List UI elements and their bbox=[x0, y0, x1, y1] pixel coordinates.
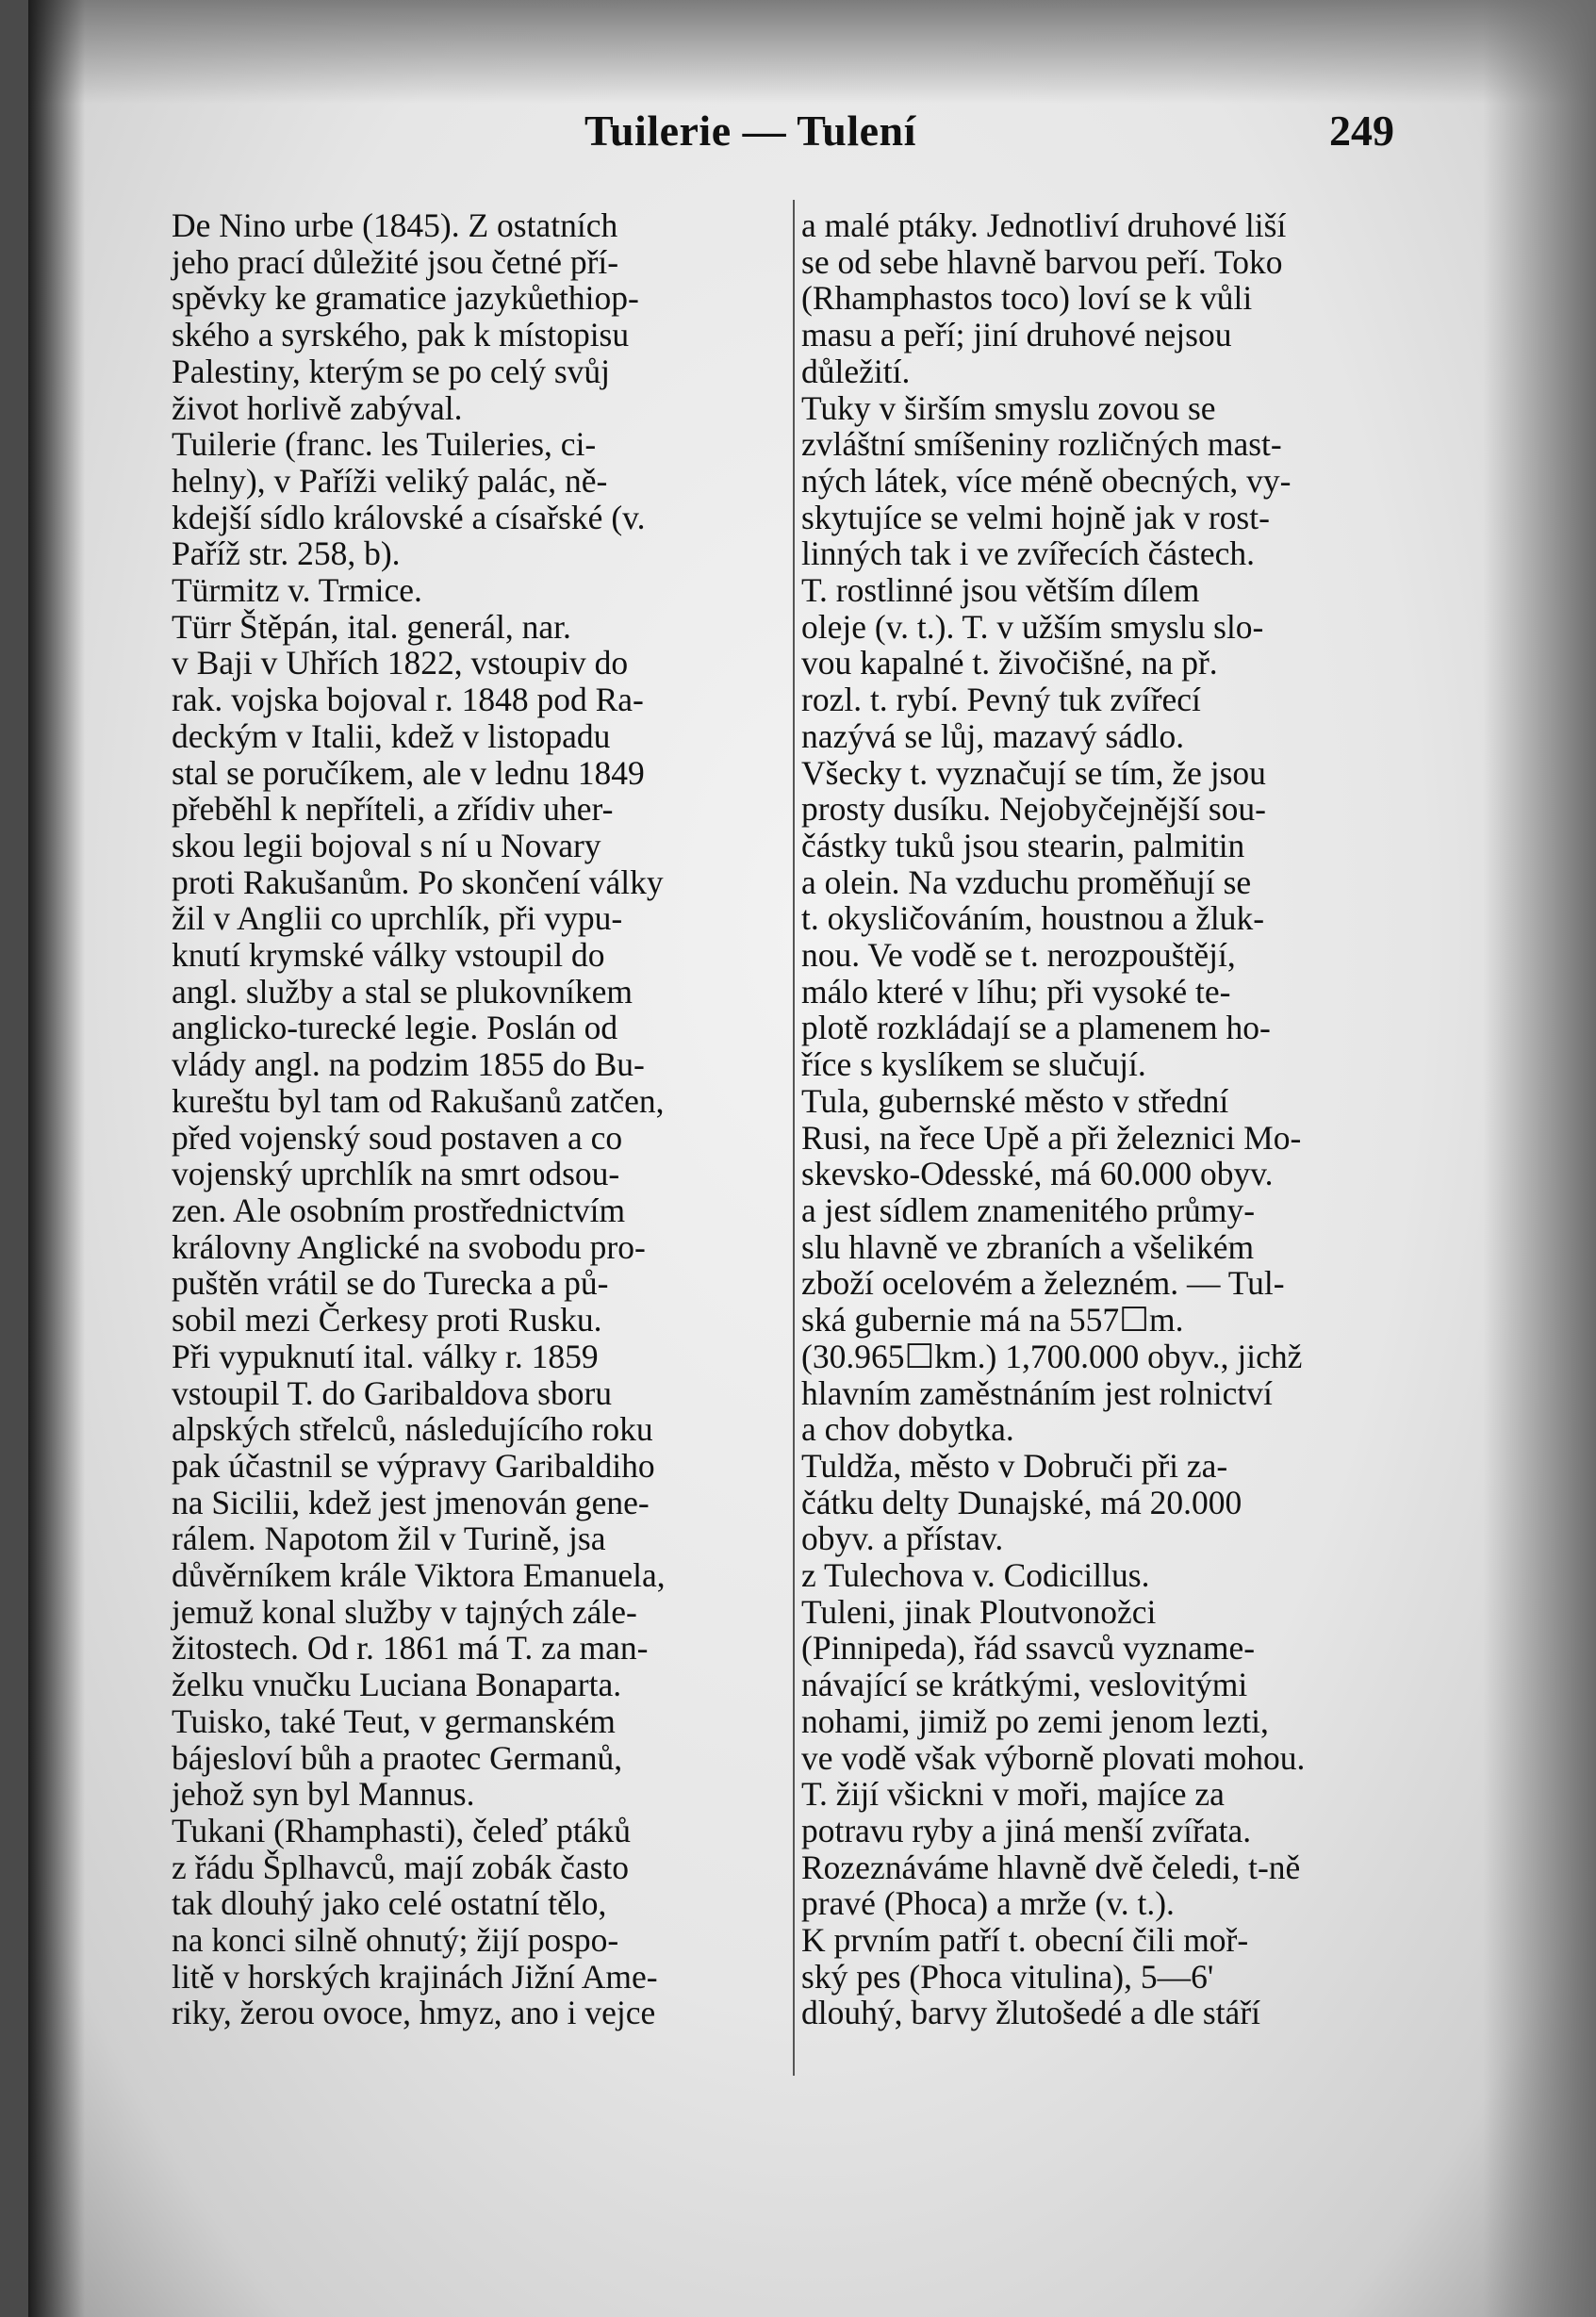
text-line: královny Anglické na svobodu pro- bbox=[172, 1227, 646, 1266]
text-line: De Nino urbe (1845). Z ostatních bbox=[172, 206, 618, 244]
text-line: a jest sídlem znamenitého průmy- bbox=[801, 1191, 1256, 1229]
text-line: deckým v Italii, kdež v listopadu bbox=[172, 716, 611, 755]
text-line: jemuž konal služby v tajných zále- bbox=[172, 1592, 637, 1631]
text-line: ných látek, více méně obecných, vy- bbox=[801, 461, 1292, 500]
text-line: Tuky v širším smyslu zovou se bbox=[801, 388, 1216, 427]
text-line: rak. vojska bojoval r. 1848 pod Ra- bbox=[172, 681, 644, 719]
text-line: skevsko-Odesské, má 60.000 obyv. bbox=[801, 1155, 1274, 1193]
text-line: alpských střelců, následujícího roku bbox=[172, 1410, 653, 1449]
text-line: knutí krymské války vstoupil do bbox=[172, 936, 605, 975]
scan-shadow-top bbox=[28, 0, 1596, 104]
text-line: jehož syn byl Mannus. bbox=[172, 1775, 475, 1814]
text-line: kureštu byl tam od Rakušanů zatčen, bbox=[172, 1081, 665, 1120]
text-line: slu hlavně ve zbraních a všelikém bbox=[801, 1227, 1255, 1266]
text-line: před vojenský soud postaven a co bbox=[172, 1118, 623, 1157]
text-line: T. žijí všickni v moři, majíce za bbox=[801, 1775, 1225, 1814]
text-line: plotě rozkládají se a plamenem ho- bbox=[801, 1009, 1271, 1047]
text-line: stal se poručíkem, ale v lednu 1849 bbox=[172, 753, 645, 792]
text-line: t. okysličováním, houstnou a žluk- bbox=[801, 899, 1265, 938]
text-line: Türr Štěpán, ital. generál, nar. bbox=[172, 607, 571, 646]
text-line: linných tak i ve zvířecích částech. bbox=[801, 534, 1256, 573]
text-line: ského a syrského, pak k místopisu bbox=[172, 316, 630, 354]
left-column bbox=[172, 207, 798, 2031]
text-line: litě v horských krajinách Jižní Ame- bbox=[172, 1957, 658, 1996]
text-line: kdejší sídlo královské a císařské (v. bbox=[172, 498, 646, 536]
text-line: žil v Anglii co uprchlík, při vypu- bbox=[172, 899, 623, 938]
page-number: 249 bbox=[1329, 107, 1394, 155]
scan-shadow-left bbox=[28, 0, 85, 2317]
text-line: ská gubernie má na 557☐m. bbox=[801, 1301, 1184, 1339]
text-line: (Rhamphastos toco) loví se k vůli bbox=[801, 279, 1253, 318]
text-line: jeho prací důležité jsou četné pří- bbox=[172, 242, 619, 281]
text-line: vou kapalné t. živočišné, na př. bbox=[801, 644, 1218, 682]
text-line: nazývá se lůj, mazavý sádlo. bbox=[801, 716, 1185, 755]
text-line: riky, žerou ovoce, hmyz, ano i vejce bbox=[172, 1994, 656, 2032]
text-line: Tuilerie (franc. les Tuileries, ci- bbox=[172, 425, 597, 464]
text-line: důležití. bbox=[801, 352, 911, 390]
text-line: z Tulechova v. Codicillus. bbox=[801, 1556, 1150, 1595]
text-line: a malé ptáky. Jednotliví druhové liší bbox=[801, 206, 1287, 244]
text-line: Rozeznáváme hlavně dvě čeledi, t-ně bbox=[801, 1848, 1301, 1886]
text-line: spěvky ke gramatice jazykůethiop- bbox=[172, 279, 639, 318]
text-line: želku vnučku Luciana Bonaparta. bbox=[172, 1666, 622, 1704]
right-column bbox=[801, 207, 1445, 2031]
running-header bbox=[28, 106, 1596, 162]
text-line: pak účastnil se výpravy Garibaldiho bbox=[172, 1446, 655, 1485]
text-line: z řádu Šplhavců, mají zobák často bbox=[172, 1848, 630, 1886]
text-line: skou legii bojoval s ní u Novary bbox=[172, 826, 601, 864]
text-line: vojenský uprchlík na smrt odsou- bbox=[172, 1155, 620, 1193]
text-line: říce s kyslíkem se slučují. bbox=[801, 1045, 1146, 1084]
text-line: zvláštní smíšeniny rozličných mast- bbox=[801, 425, 1282, 464]
text-line: nou. Ve vodě se t. nerozpouštějí, bbox=[801, 936, 1236, 975]
text-line: Tuisko, také Teut, v germanském bbox=[172, 1701, 616, 1740]
text-line: Rusi, na řece Upě a při železnici Mo- bbox=[801, 1118, 1302, 1157]
scanned-page bbox=[28, 0, 1596, 2317]
text-line: anglicko-turecké legie. Poslán od bbox=[172, 1009, 618, 1047]
text-line: a olein. Na vzduchu proměňují se bbox=[801, 863, 1252, 901]
text-line: na konci silně ohnutý; žijí pospo- bbox=[172, 1921, 619, 1960]
text-line: prosty dusíku. Nejobyčejnější sou- bbox=[801, 790, 1266, 829]
text-line: Türmitz v. Trmice. bbox=[172, 571, 422, 610]
text-line: bájesloví bůh a praotec Germanů, bbox=[172, 1738, 623, 1777]
text-line: důvěrníkem krále Viktora Emanuela, bbox=[172, 1556, 666, 1595]
text-line: zen. Ale osobním prostřednictvím bbox=[172, 1191, 626, 1229]
scan-shadow-right bbox=[1483, 0, 1596, 2317]
text-line: pravé (Phoca) a mrže (v. t.). bbox=[801, 1884, 1175, 1923]
text-line: (30.965☐km.) 1,700.000 obyv., jichž bbox=[801, 1337, 1303, 1375]
text-line: na Sicilii, kdež jest jmenován gene- bbox=[172, 1483, 650, 1521]
text-line: obyv. a přístav. bbox=[801, 1520, 1004, 1558]
text-line: v Baji v Uhřích 1822, vstoupiv do bbox=[172, 644, 629, 682]
text-line: Tuleni, jinak Ploutvonožci bbox=[801, 1592, 1157, 1631]
text-line: přeběhl k nepříteli, a zřídiv uher- bbox=[172, 790, 614, 829]
text-line: sobil mezi Čerkesy proti Rusku. bbox=[172, 1301, 602, 1339]
text-line: zboží ocelovém a železném. — Tul- bbox=[801, 1264, 1285, 1303]
text-line: Tukani (Rhamphasti), čeleď ptáků bbox=[172, 1811, 631, 1849]
text-line: návající se krátkými, veslovitými bbox=[801, 1666, 1248, 1704]
text-line: (Pinnipeda), řád ssavců vyzname- bbox=[801, 1629, 1256, 1668]
text-line: tak dlouhý jako celé ostatní tělo, bbox=[172, 1884, 607, 1923]
text-line: oleje (v. t.). T. v užším smyslu slo- bbox=[801, 607, 1264, 646]
text-line: žitostech. Od r. 1861 má T. za man- bbox=[172, 1629, 649, 1668]
header-title: Tuilerie — Tulení bbox=[584, 107, 916, 155]
text-line: helny), v Paříži veliký palác, ně- bbox=[172, 461, 608, 500]
text-line: K prvním patří t. obecní čili moř- bbox=[801, 1921, 1249, 1960]
text-line: vlády angl. na podzim 1855 do Bu- bbox=[172, 1045, 645, 1084]
text-line: Všecky t. vyznačují se tím, že jsou bbox=[801, 753, 1266, 792]
text-line: vstoupil T. do Garibaldova sboru bbox=[172, 1373, 613, 1412]
text-line: nohami, jimiž po zemi jenom lezti, bbox=[801, 1701, 1269, 1740]
text-line: Tula, gubernské město v střední bbox=[801, 1081, 1229, 1120]
text-line: Při vypuknutí ital. války r. 1859 bbox=[172, 1337, 599, 1375]
text-line: dlouhý, barvy žlutošedé a dle stáří bbox=[801, 1994, 1260, 2032]
text-line: masu a peří; jiní druhové nejsou bbox=[801, 316, 1232, 354]
text-line: ve vodě však výborně plovati mohou. bbox=[801, 1738, 1306, 1777]
text-line: život horlivě zabýval. bbox=[172, 388, 463, 427]
text-line: Tuldža, město v Dobruči při za- bbox=[801, 1446, 1228, 1485]
text-line: rozl. t. rybí. Pevný tuk zvířecí bbox=[801, 681, 1201, 719]
text-line: málo které v líhu; při vysoké te- bbox=[801, 972, 1231, 1011]
text-line: puštěn vrátil se do Turecka a pů- bbox=[172, 1264, 609, 1303]
text-line: Palestiny, kterým se po celý svůj bbox=[172, 352, 611, 390]
text-line: částky tuků jsou stearin, palmitin bbox=[801, 826, 1245, 864]
text-line: angl. služby a stal se plukovníkem bbox=[172, 972, 633, 1011]
text-line: hlavním zaměstnáním jest rolnictví bbox=[801, 1373, 1273, 1412]
text-line: T. rostlinné jsou větším dílem bbox=[801, 571, 1200, 610]
text-line: proti Rakušanům. Po skončení války bbox=[172, 863, 664, 901]
text-line: rálem. Napotom žil v Turině, jsa bbox=[172, 1520, 606, 1558]
text-line: skytujíce se velmi hojně jak v rost- bbox=[801, 498, 1270, 536]
text-line: ský pes (Phoca vitulina), 5—6' bbox=[801, 1957, 1214, 1996]
text-line: potravu ryby a jiná menší zvířata. bbox=[801, 1811, 1252, 1849]
text-line: Paříž str. 258, b). bbox=[172, 534, 401, 573]
text-line: čátku delty Dunajské, má 20.000 bbox=[801, 1483, 1242, 1521]
text-line: se od sebe hlavně barvou peří. Toko bbox=[801, 242, 1283, 281]
text-line: a chov dobytka. bbox=[801, 1410, 1014, 1449]
